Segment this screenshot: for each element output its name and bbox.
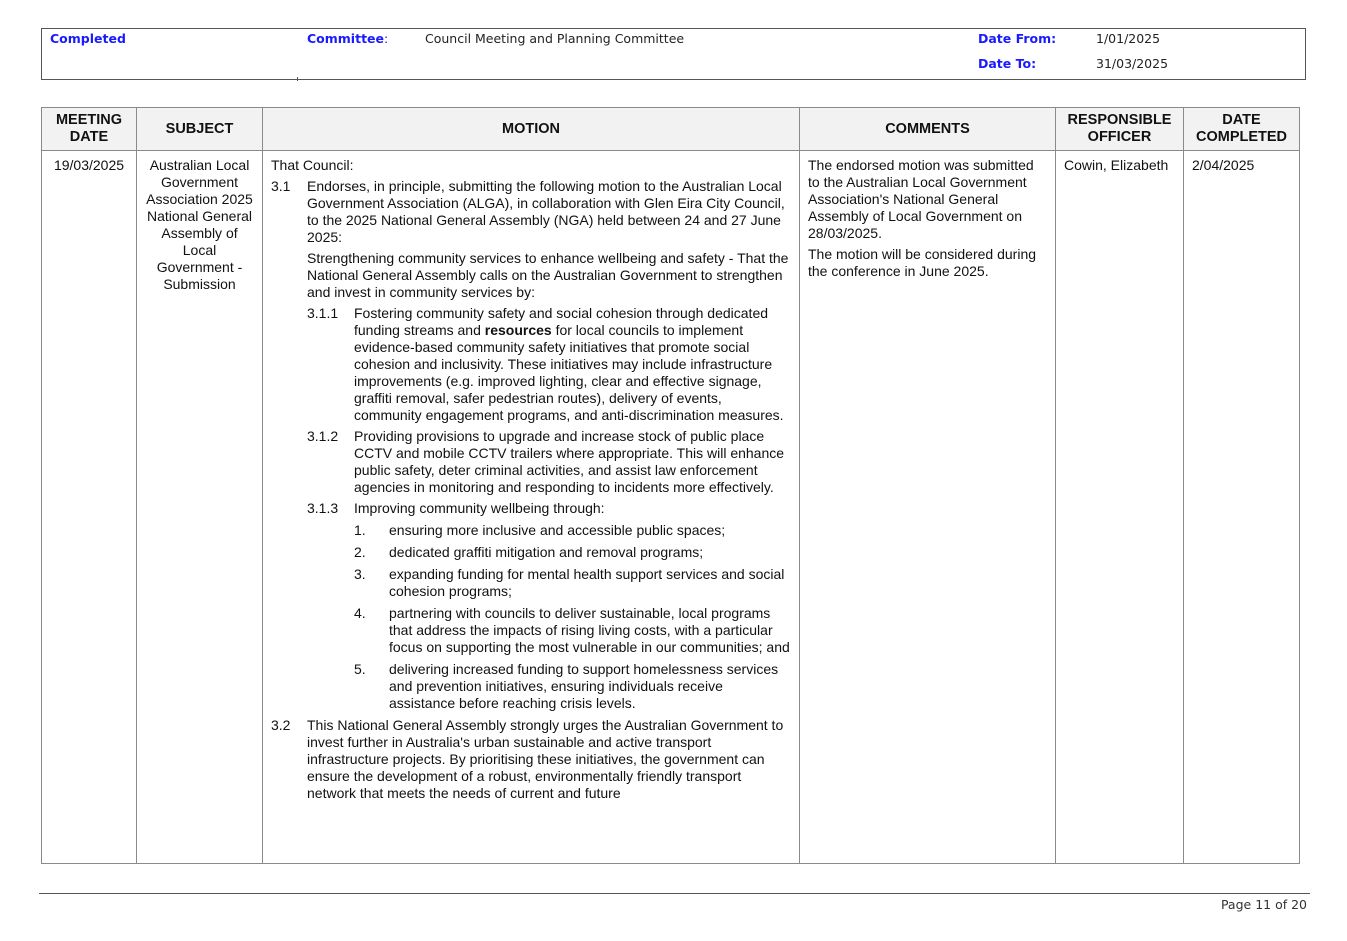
col-motion: MOTION: [263, 108, 800, 151]
committee-label: Committee: [307, 31, 385, 46]
motion-item-3-1-1: [307, 305, 791, 424]
list-text: partnering with councils to deliver sustainable, local programs that address the impacts of rising living costs, with a particular focus on supporting the most vulnerable in our communities; and: [389, 605, 790, 655]
date-to-value: 31/03/2025: [1096, 56, 1169, 71]
list-text: delivering increased funding to support homelessness services and prevention initiatives, ensuring individuals receive assistance before reaching crisis levels.: [389, 661, 779, 711]
table-header-row: [42, 108, 1300, 151]
col-comments: COMMENTS: [800, 108, 1056, 151]
meeting-date-cell: 19/03/2025: [42, 151, 137, 864]
date-from-label: Date From:: [978, 31, 1057, 46]
list-text: dedicated graffiti mitigation and removal programs;: [389, 544, 704, 560]
bold-text: resources: [484, 322, 552, 338]
comment-paragraph: The endorsed motion was submitted to the Australian Local Government Association's National General Assembly of Local Government on 28/03/2025.: [808, 157, 1034, 241]
divider: [297, 77, 298, 81]
list-item: [354, 605, 791, 656]
date-to-label: Date To:: [978, 56, 1037, 71]
date-completed-cell: 2/04/2025: [1184, 151, 1300, 864]
page-number: Page 11 of 20: [1220, 897, 1307, 912]
list-text: ensuring more inclusive and accessible public spaces;: [389, 522, 726, 538]
responsible-officer-cell: Cowin, Elizabeth: [1056, 151, 1184, 864]
header-text: MEETING: [55, 112, 123, 128]
item-text: Providing provisions to upgrade and increase stock of public place CCTV and mobile CCTV trailers where appropriate. This will enhance public safety, deter criminal activities, and assist law enforcement agencies in monitoring and responding to incidents more effectively.: [354, 428, 785, 495]
col-meeting-date: [42, 108, 137, 151]
subject-cell: Australian Local Government Association 2025 National General Assembly of Local Government - Submission: [137, 151, 263, 864]
item-text: Improving community wellbeing through:: [354, 500, 605, 516]
motion-item-3-1: [271, 178, 791, 246]
header-text: OFFICER: [1087, 129, 1152, 145]
actions-table: [41, 107, 1300, 864]
status-label: Completed: [50, 31, 126, 46]
date-from-value: 1/01/2025: [1096, 31, 1161, 46]
footer-divider: [39, 893, 1310, 894]
motion-item-3-2: [271, 717, 791, 802]
header-text: RESPONSIBLE: [1067, 112, 1172, 128]
text-part: for local councils to implement evidence-based community safety initiatives that promote social cohesion and inclusivity. These initiatives may include infrastructure improvements (e.g. improved lighting, clear and effective signage, graffiti removal, safer pedestrian routes), delivery of events, community engagement programs, and anti-discrimination measures.: [354, 322, 784, 423]
item-number: 3.1.3: [307, 500, 339, 516]
list-item: [354, 566, 791, 600]
report-header: [41, 28, 1306, 80]
list-item: [354, 522, 791, 539]
header-text: DATE: [1222, 112, 1261, 128]
list-text: expanding funding for mental health support services and social cohesion programs;: [389, 566, 785, 599]
motion-item-3-1-3: [307, 500, 791, 517]
comments-cell: [800, 151, 1056, 864]
item-number: 3.2: [271, 717, 291, 733]
text-part: Fostering community safety and social cohesion through dedicated funding streams and: [354, 305, 769, 338]
motion-sub-intro: Strengthening community services to enhance wellbeing and safety - That the National General Assembly calls on the Australian Government to strengthen and invest in community services by:: [307, 250, 789, 300]
list-item: [354, 661, 791, 712]
col-responsible-officer: [1056, 108, 1184, 151]
list-number: 1.: [354, 522, 366, 538]
list-number: 5.: [354, 661, 366, 677]
header-text: DATE: [69, 129, 109, 145]
motion-item-3-1-2: [307, 428, 791, 496]
item-text: This National General Assembly strongly urges the Australian Government to invest further in Australia's urban sustainable and active transport infrastructure projects. By prioritising these initiatives, the government can ensure the development of a robust, environmentally friendly transport network that meets the needs of current and future: [307, 717, 784, 801]
list-number: 2.: [354, 544, 366, 560]
committee-colon: :: [384, 31, 389, 46]
item-text: [354, 305, 791, 424]
list-number: 4.: [354, 605, 366, 621]
col-subject: SUBJECT: [137, 108, 263, 151]
committee-label-wrap: [307, 31, 388, 46]
item-number: 3.1: [271, 178, 291, 194]
table-row: [42, 151, 1300, 864]
col-date-completed: [1184, 108, 1300, 151]
item-number: 3.1.1: [307, 305, 339, 321]
motion-cell: [263, 151, 800, 864]
list-item: [354, 544, 791, 561]
header-text: COMPLETED: [1195, 129, 1288, 145]
motion-intro: That Council:: [271, 157, 354, 173]
item-text: Endorses, in principle, submitting the following motion to the Australian Local Government Association (ALGA), in collaboration with Glen Eira City Council, to the 2025 National General Assembly (NGA) held between 24 and 27 June 2025:: [307, 178, 785, 245]
item-number: 3.1.2: [307, 428, 339, 444]
list-number: 3.: [354, 566, 366, 582]
committee-value: Council Meeting and Planning Committee: [425, 31, 685, 46]
comment-paragraph: The motion will be considered during the conference in June 2025.: [808, 246, 1037, 279]
